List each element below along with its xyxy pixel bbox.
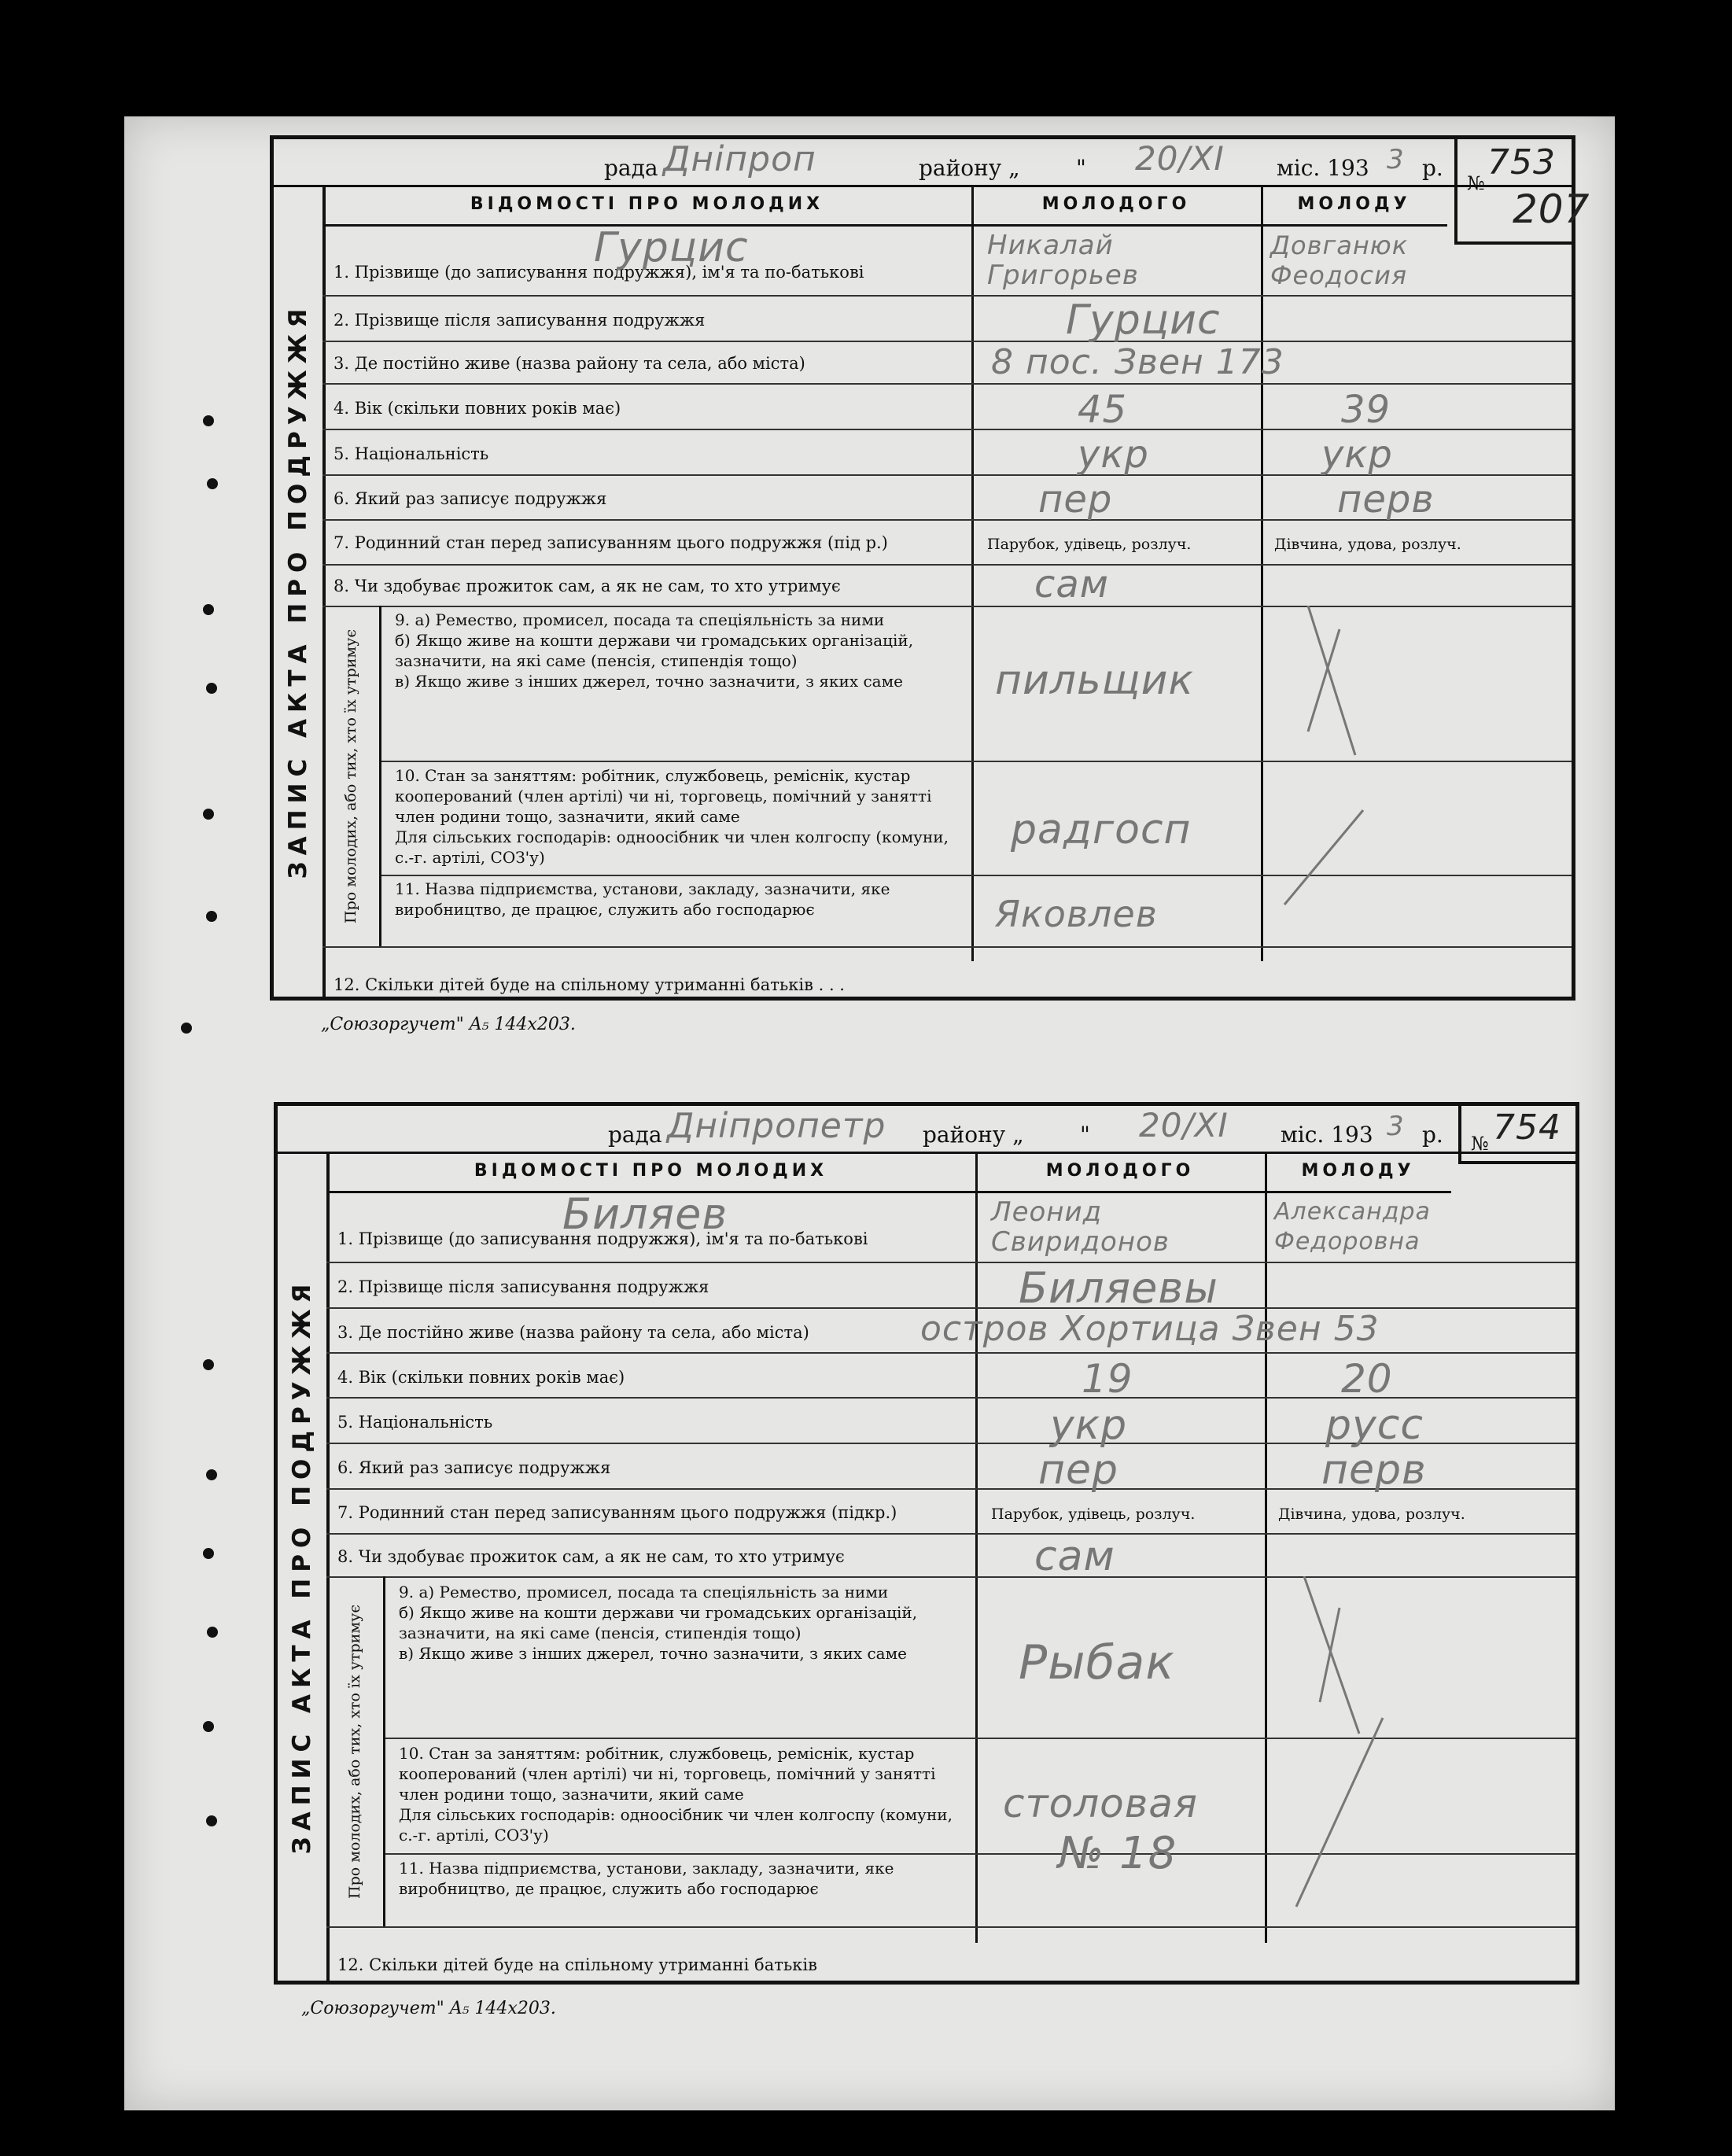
- hw-bride-age: 39: [1341, 388, 1391, 432]
- hw-groom-workplace: № 18: [1058, 1828, 1177, 1879]
- row-10-label: 10. Стан за заняттям: робітник, службовець, реміснік, кустар кооперований (член артілі) чи ні, торговець, помічний у занятті член родини тощо, зазначити, який саме Для сільських господарів: одноосібник чи член колгоспу (комуни, с.-г. артілі, СОЗ'у): [395, 766, 949, 867]
- row-7-label: 7. Родинний стан перед записуванням цього подружжя (підкр.): [337, 1503, 897, 1522]
- row-line: [322, 341, 1572, 342]
- hw-new-surname: Биляевы: [1019, 1263, 1218, 1313]
- punch-hole: [203, 604, 214, 615]
- form-footer: „Союзоргучет" A₅ 144x203.: [321, 1015, 576, 1034]
- hw-groom-name: Никалай Григорьев: [987, 230, 1139, 291]
- hw-groom-occupation: радгосп: [1011, 806, 1192, 853]
- handwritten-year-digit: 3: [1387, 1111, 1405, 1142]
- form-grid: [322, 185, 1572, 997]
- rayonu-label: району „: [923, 1122, 1024, 1148]
- row-2-label: 2. Прізвище після записування подружжя: [337, 1277, 709, 1296]
- month-year-label: міс. 193: [1281, 1122, 1373, 1148]
- row-9-label: 9. а) Ремество, промисел, посада та спеціяльність за ними б) Якщо живе на кошти держави чи громадських організацій, зазначити, на які саме (пенсія, стипендія тощо) в) Якщо живе з інших джерел, точно зазначити, з яких саме: [399, 1583, 918, 1663]
- row-1-label: 1. Прізвище (до записування подружжя), ім'я та по-батькові: [334, 263, 864, 282]
- hw-groom-occupation: столовая: [1003, 1781, 1198, 1826]
- hw-groom-trade: Рыбак: [1019, 1635, 1175, 1690]
- hw-groom-support: сам: [1034, 1533, 1115, 1580]
- row-8-label: 8. Чи здобуває прожиток сам, а як не сам, то хто утримує: [337, 1547, 845, 1566]
- row-line: [322, 946, 1572, 948]
- row-4-label: 4. Вік (скільки повних років має): [337, 1368, 625, 1387]
- hw-residence: остров Хортица Звен 53: [920, 1309, 1380, 1349]
- hw-bride-name: Александра Федоровна: [1274, 1198, 1431, 1255]
- handwritten-date: 20/XI: [1135, 139, 1225, 178]
- row-12-label: 12. Скільки дітей буде на спільному утриманні батьків . . .: [334, 975, 845, 994]
- row-9-label: 9. а) Ремество, промисел, посада та спеціяльність за ними б) Якщо живе на кошти держави чи громадських організацій, зазначити, на які саме (пенсія, стипендія тощо) в) Якщо живе з інших джерел, точно зазначити, з яких саме: [395, 610, 914, 691]
- row-10-label: 10. Стан за заняттям: робітник, службовець, реміснік, кустар кооперований (член артілі) чи ні, торговець, помічний у занятті член родини тощо, зазначити, який саме Для сільських господарів: одноосібник чи член колгоспу (комуни, с.-г. артілі, СОЗ'у): [399, 1744, 953, 1845]
- hw-groom-workplace: Яковлев: [995, 893, 1158, 935]
- hw-groom-times: пер: [1038, 1447, 1118, 1494]
- hw-bride-age: 20: [1341, 1356, 1393, 1402]
- row-1-label: 1. Прізвище (до записування подружжя), ім'я та по-батькові: [337, 1229, 868, 1248]
- month-year-label: міс. 193: [1277, 155, 1369, 181]
- sidebar-title: ЗАПИС АКТА ПРО ПОДРУЖЖЯ: [284, 302, 312, 879]
- hw-bride-name: Довганюк Феодосия: [1270, 230, 1409, 290]
- row-line: [326, 1262, 1575, 1263]
- row-5-label: 5. Національність: [334, 444, 489, 463]
- row-7-groom-options: Парубок, удівець, розлуч.: [987, 536, 1192, 553]
- row-line: [326, 1533, 1575, 1535]
- hw-groom-age: 45: [1078, 388, 1128, 432]
- handwritten-date: 20/XI: [1139, 1106, 1229, 1144]
- hw-groom-name: Леонид Свиридонов: [991, 1196, 1170, 1258]
- hw-residence: 8 пос. Звен 173: [991, 342, 1284, 382]
- punch-hole: [206, 1815, 217, 1826]
- row-6-label: 6. Який раз записує подружжя: [334, 489, 607, 508]
- row-3-label: 3. Де постійно живе (назва району та села, або міста): [334, 354, 805, 373]
- hw-surname: Гурцис: [594, 224, 749, 271]
- document-page: [124, 116, 1615, 2110]
- punch-hole: [203, 1721, 214, 1732]
- row-11-label: 11. Назва підприємства, установи, закладу, зазначити, яке виробництво, де працює, служить або господарює: [399, 1859, 894, 1898]
- row-2-label: 2. Прізвище після записування подружжя: [334, 311, 706, 330]
- row-line: [326, 1352, 1575, 1354]
- form-sidebar: [274, 185, 326, 997]
- punch-hole: [203, 809, 214, 820]
- subgroup-sidebar: [326, 1576, 385, 1926]
- row-4-label: 4. Вік (скільки повних років має): [334, 399, 621, 418]
- col-head-info: ВІДОМОСТІ ПРО МОЛОДИХ: [326, 1152, 975, 1193]
- handwritten-year-digit: 3: [1387, 144, 1405, 175]
- col-head-groom: МОЛОДОГО: [971, 185, 1261, 227]
- punch-hole: [203, 415, 214, 426]
- row-7-bride-options: Дівчина, удова, розлуч.: [1274, 536, 1461, 553]
- r-label: р.: [1422, 155, 1443, 181]
- record-number-2: 207: [1513, 186, 1590, 232]
- record-number: 753: [1487, 142, 1556, 182]
- hw-groom-support: сам: [1034, 562, 1110, 606]
- row-6-label: 6. Який раз записує подружжя: [337, 1458, 611, 1477]
- punch-hole: [203, 1359, 214, 1370]
- punch-hole: [206, 683, 217, 694]
- row-8-label: 8. Чи здобуває прожиток сам, а як не сам, то хто утримує: [334, 577, 841, 595]
- row-7-label: 7. Родинний стан перед записуванням цього подружжя (під р.): [334, 533, 888, 552]
- form-sidebar: [278, 1152, 330, 1981]
- form-header: [274, 139, 1572, 187]
- hw-new-surname: Гурцис: [1066, 297, 1221, 344]
- quote-mark: ": [1076, 155, 1086, 181]
- subgroup-title: Про молодих, або тих, хто їх утримує: [346, 1604, 363, 1899]
- sidebar-title: ЗАПИС АКТА ПРО ПОДРУЖЖЯ: [288, 1277, 316, 1855]
- col-head-groom: МОЛОДОГО: [975, 1152, 1265, 1193]
- form-grid: [326, 1152, 1575, 1981]
- punch-hole: [207, 478, 218, 489]
- subgroup-title: Про молодих, або тих, хто їх утримує: [342, 628, 359, 923]
- hw-dash-mark: [1261, 606, 1450, 936]
- rayonu-label: району „: [919, 155, 1020, 181]
- rada-label: рада: [604, 155, 658, 181]
- col-divider: [971, 185, 974, 961]
- r-label: р.: [1422, 1122, 1443, 1148]
- punch-hole: [181, 1023, 192, 1034]
- hw-surname: Биляев: [562, 1189, 728, 1239]
- hw-bride-times: перв: [1321, 1447, 1427, 1494]
- row-line: [322, 295, 1572, 297]
- hw-groom-age: 19: [1082, 1356, 1133, 1402]
- col-head-info: ВІДОМОСТІ ПРО МОЛОДИХ: [322, 185, 971, 227]
- form-footer: „Союзоргучет" A₅ 144x203.: [301, 1999, 556, 2018]
- rada-label: рада: [608, 1122, 662, 1148]
- hw-groom-nationality: укр: [1078, 433, 1149, 477]
- handwritten-district: Дніпропетр: [667, 1106, 886, 1146]
- hw-groom-times: пер: [1038, 477, 1113, 521]
- row-12-label: 12. Скільки дітей буде на спільному утриманні батьків: [337, 1955, 817, 1974]
- punch-hole: [206, 1469, 217, 1480]
- row-3-label: 3. Де постійно живе (назва району та села, або міста): [337, 1323, 809, 1342]
- subgroup-sidebar: [322, 606, 381, 946]
- col-divider: [975, 1152, 978, 1943]
- punch-hole: [203, 1548, 214, 1559]
- number-sign: №: [1467, 172, 1485, 194]
- record-number: 754: [1493, 1107, 1561, 1148]
- row-line: [326, 1926, 1575, 1928]
- marriage-form-754: [274, 1102, 1579, 2018]
- row-line: [322, 564, 1572, 566]
- row-7-bride-options: Дівчина, удова, розлуч.: [1278, 1506, 1465, 1523]
- row-11-label: 11. Назва підприємства, установи, закладу, зазначити, яке виробництво, де працює, служить або господарює: [395, 879, 890, 919]
- row-7-groom-options: Парубок, удівець, розлуч.: [991, 1506, 1196, 1523]
- hw-groom-nationality: укр: [1050, 1402, 1128, 1449]
- hw-bride-times: перв: [1337, 477, 1435, 521]
- punch-hole: [206, 911, 217, 922]
- quote-mark: ": [1080, 1122, 1090, 1148]
- hw-bride-nationality: укр: [1321, 433, 1393, 477]
- handwritten-district: Дніпроп: [663, 139, 816, 179]
- form-header: [278, 1106, 1575, 1154]
- row-5-label: 5. Національність: [337, 1413, 493, 1432]
- hw-dash-mark: [1265, 1576, 1454, 1922]
- col-head-bride: МОЛОДУ: [1265, 1152, 1451, 1193]
- marriage-form-753: [270, 135, 1590, 1034]
- hw-bride-nationality: русс: [1325, 1402, 1424, 1449]
- row-line: [322, 383, 1572, 385]
- hw-groom-trade: пильщик: [995, 657, 1194, 704]
- number-sign: №: [1471, 1133, 1489, 1155]
- col-head-bride: МОЛОДУ: [1261, 185, 1447, 227]
- punch-hole: [207, 1627, 218, 1638]
